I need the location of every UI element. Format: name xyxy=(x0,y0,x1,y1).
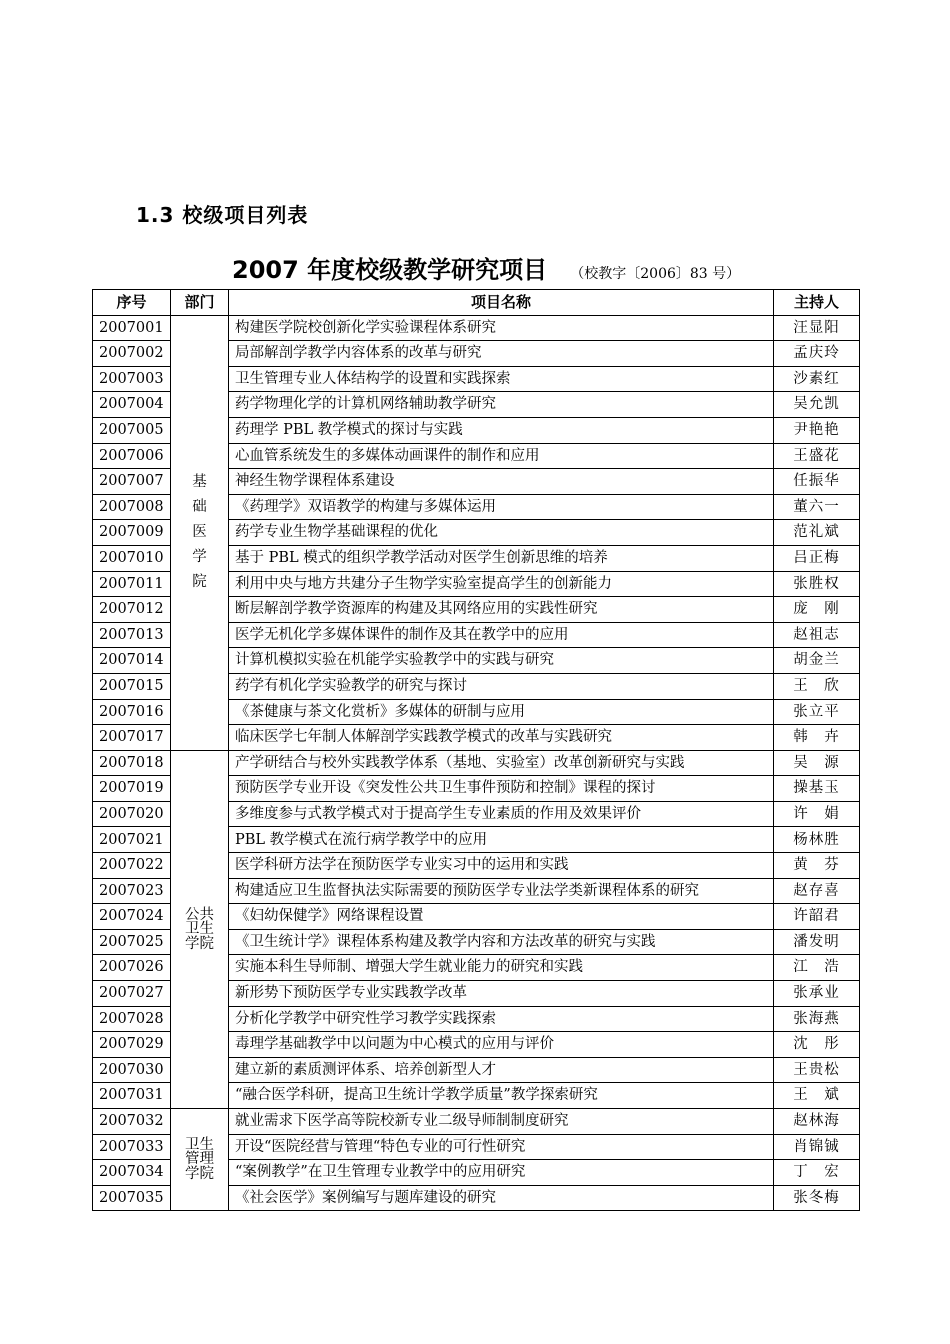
project-name-cell: 实施本科生导师制、增强大学生就业能力的研究和实践 xyxy=(229,955,774,981)
project-leader-cell: 胡金兰 xyxy=(774,648,860,674)
project-name-cell: 新形势下预防医学专业实践教学改革 xyxy=(229,981,774,1007)
project-leader-cell: 尹艳艳 xyxy=(774,417,860,443)
project-id-cell: 2007013 xyxy=(93,622,171,648)
project-name-cell: 药学专业生物学基础课程的优化 xyxy=(229,520,774,546)
project-leader-cell: 王盛花 xyxy=(774,443,860,469)
department-label-part: 卫生 xyxy=(185,921,214,938)
header-dept: 部门 xyxy=(171,290,229,316)
project-name-cell: 医学无机化学多媒体课件的制作及其在教学中的应用 xyxy=(229,622,774,648)
project-name-cell: 开设“医院经营与管理“特色专业的可行性研究 xyxy=(229,1134,774,1160)
project-name-cell: 药理学 PBL 教学模式的探讨与实践 xyxy=(229,417,774,443)
project-id-cell: 2007009 xyxy=(93,520,171,546)
projects-table xyxy=(92,289,860,1211)
project-id-cell: 2007034 xyxy=(93,1160,171,1186)
project-name-cell: 《妇幼保健学》网络课程设置 xyxy=(229,904,774,930)
project-name-cell: 医学科研方法学在预防医学专业实习中的运用和实践 xyxy=(229,853,774,879)
project-id-cell: 2007017 xyxy=(93,725,171,751)
project-leader-cell: 操基玉 xyxy=(774,776,860,802)
project-name-cell: 预防医学专业开设《突发性公共卫生事件预防和控制》课程的探讨 xyxy=(229,776,774,802)
project-leader-cell: 吕正梅 xyxy=(774,545,860,571)
project-id-cell: 2007024 xyxy=(93,904,171,930)
project-id-cell: 2007022 xyxy=(93,853,171,879)
project-id-cell: 2007027 xyxy=(93,981,171,1007)
department-label-part: 基 xyxy=(192,474,207,491)
project-name-cell: 基于 PBL 模式的组织学教学活动对医学生创新思维的培养 xyxy=(229,545,774,571)
project-name-cell: 计算机模拟实验在机能学实验教学中的实践与研究 xyxy=(229,648,774,674)
project-id-cell: 2007006 xyxy=(93,443,171,469)
project-id-cell: 2007015 xyxy=(93,673,171,699)
project-leader-cell: 江 浩 xyxy=(774,955,860,981)
project-name-cell: 《社会医学》案例编写与题库建设的研究 xyxy=(229,1185,774,1211)
project-leader-cell: 范礼斌 xyxy=(774,520,860,546)
project-leader-cell: 韩 卉 xyxy=(774,725,860,751)
project-id-cell: 2007011 xyxy=(93,571,171,597)
project-id-cell: 2007021 xyxy=(93,827,171,853)
department-label-part: 医 xyxy=(192,524,207,541)
project-id-cell: 2007028 xyxy=(93,1006,171,1032)
project-name-cell: 《茶健康与茶文化赏析》多媒体的研制与应用 xyxy=(229,699,774,725)
department-label-part: 础 xyxy=(192,499,207,516)
table-body xyxy=(93,315,860,1211)
table-row xyxy=(93,1109,860,1135)
project-leader-cell: 赵存喜 xyxy=(774,878,860,904)
project-id-cell: 2007018 xyxy=(93,750,171,776)
project-id-cell: 2007005 xyxy=(93,417,171,443)
project-id-cell: 2007003 xyxy=(93,366,171,392)
project-id-cell: 2007025 xyxy=(93,929,171,955)
project-name-cell: 多维度参与式教学模式对于提高学生专业素质的作用及效果评价 xyxy=(229,801,774,827)
table-header-row xyxy=(93,290,860,316)
project-leader-cell: 黄 芬 xyxy=(774,853,860,879)
project-name-cell: 产学研结合与校外实践教学体系（基地、实验室）改革创新研究与实践 xyxy=(229,750,774,776)
project-name-cell: “案例教学”在卫生管理专业教学中的应用研究 xyxy=(229,1160,774,1186)
department-label-part: 院 xyxy=(192,574,207,591)
project-name-cell: 神经生物学课程体系建设 xyxy=(229,469,774,495)
project-id-cell: 2007020 xyxy=(93,801,171,827)
document-title: 2007 年度校级教学研究项目 xyxy=(232,256,548,284)
header-leader: 主持人 xyxy=(774,290,860,316)
project-id-cell: 2007007 xyxy=(93,469,171,495)
project-id-cell: 2007014 xyxy=(93,648,171,674)
project-name-cell: 局部解剖学教学内容体系的改革与研究 xyxy=(229,341,774,367)
department-label-part: 管理 xyxy=(185,1151,214,1168)
project-leader-cell: 许 娟 xyxy=(774,801,860,827)
document-title-block xyxy=(232,250,740,285)
document-reference: （校教字〔2006〕83 号） xyxy=(570,266,741,282)
project-name-cell: 药学有机化学实验教学的研究与探讨 xyxy=(229,673,774,699)
project-id-cell: 2007012 xyxy=(93,597,171,623)
project-leader-cell: 任振华 xyxy=(774,469,860,495)
project-name-cell: 毒理学基础教学中以问题为中心模式的应用与评价 xyxy=(229,1032,774,1058)
project-name-cell: 利用中央与地方共建分子生物学实验室提高学生的创新能力 xyxy=(229,571,774,597)
project-name-cell: 药学物理化学的计算机网络辅助教学研究 xyxy=(229,392,774,418)
department-cell xyxy=(171,750,229,1108)
table-row xyxy=(93,750,860,776)
project-leader-cell: 王 欣 xyxy=(774,673,860,699)
project-leader-cell: 沙素红 xyxy=(774,366,860,392)
project-name-cell: 卫生管理专业人体结构学的设置和实践探索 xyxy=(229,366,774,392)
department-label-part: 学院 xyxy=(185,1165,214,1182)
project-leader-cell: 肖锦铖 xyxy=(774,1134,860,1160)
project-name-cell: 临床医学七年制人体解剖学实践教学模式的改革与实践研究 xyxy=(229,725,774,751)
project-id-cell: 2007033 xyxy=(93,1134,171,1160)
project-leader-cell: 王 斌 xyxy=(774,1083,860,1109)
project-id-cell: 2007002 xyxy=(93,341,171,367)
department-label-part: 学 xyxy=(192,549,207,566)
project-leader-cell: 董六一 xyxy=(774,494,860,520)
project-leader-cell: 沈 彤 xyxy=(774,1032,860,1058)
project-name-cell: 构建适应卫生监督执法实际需要的预防医学专业法学类新课程体系的研究 xyxy=(229,878,774,904)
project-id-cell: 2007029 xyxy=(93,1032,171,1058)
project-leader-cell: 丁 宏 xyxy=(774,1160,860,1186)
project-name-cell: 心血管系统发生的多媒体动画课件的制作和应用 xyxy=(229,443,774,469)
project-leader-cell: 潘发明 xyxy=(774,929,860,955)
project-leader-cell: 庞 刚 xyxy=(774,597,860,623)
project-name-cell: “融合医学科研，提高卫生统计学教学质量”教学探索研究 xyxy=(229,1083,774,1109)
section-heading: 1.3 校级项目列表 xyxy=(136,203,309,227)
table-row xyxy=(93,315,860,341)
project-id-cell: 2007031 xyxy=(93,1083,171,1109)
project-name-cell: 《卫生统计学》课程体系构建及教学内容和方法改革的研究与实践 xyxy=(229,929,774,955)
department-cell xyxy=(171,1109,229,1211)
project-id-cell: 2007008 xyxy=(93,494,171,520)
project-leader-cell: 张胜权 xyxy=(774,571,860,597)
project-id-cell: 2007032 xyxy=(93,1109,171,1135)
project-leader-cell: 张冬梅 xyxy=(774,1185,860,1211)
project-id-cell: 2007026 xyxy=(93,955,171,981)
project-leader-cell: 汪显阳 xyxy=(774,315,860,341)
department-cell xyxy=(171,315,229,750)
department-label-part: 卫生 xyxy=(185,1136,214,1153)
department-label-part: 学院 xyxy=(185,935,214,952)
project-id-cell: 2007016 xyxy=(93,699,171,725)
project-leader-cell: 赵林海 xyxy=(774,1109,860,1135)
project-leader-cell: 吴 源 xyxy=(774,750,860,776)
header-name: 项目名称 xyxy=(229,290,774,316)
project-id-cell: 2007004 xyxy=(93,392,171,418)
project-id-cell: 2007019 xyxy=(93,776,171,802)
project-leader-cell: 杨林胜 xyxy=(774,827,860,853)
project-leader-cell: 张承业 xyxy=(774,981,860,1007)
project-id-cell: 2007001 xyxy=(93,315,171,341)
project-leader-cell: 张海燕 xyxy=(774,1006,860,1032)
project-leader-cell: 孟庆玲 xyxy=(774,341,860,367)
project-leader-cell: 张立平 xyxy=(774,699,860,725)
project-id-cell: 2007030 xyxy=(93,1057,171,1083)
project-leader-cell: 吴允凯 xyxy=(774,392,860,418)
project-name-cell: 就业需求下医学高等院校新专业二级导师制制度研究 xyxy=(229,1109,774,1135)
project-name-cell: 断层解剖学教学资源库的构建及其网络应用的实践性研究 xyxy=(229,597,774,623)
project-name-cell: 《药理学》双语教学的构建与多媒体运用 xyxy=(229,494,774,520)
project-name-cell: PBL 教学模式在流行病学教学中的应用 xyxy=(229,827,774,853)
project-leader-cell: 王贵松 xyxy=(774,1057,860,1083)
department-label-part: 公共 xyxy=(185,906,214,923)
project-leader-cell: 许韶君 xyxy=(774,904,860,930)
project-leader-cell: 赵祖志 xyxy=(774,622,860,648)
project-id-cell: 2007010 xyxy=(93,545,171,571)
project-name-cell: 建立新的素质测评体系、培养创新型人才 xyxy=(229,1057,774,1083)
project-id-cell: 2007023 xyxy=(93,878,171,904)
project-name-cell: 分析化学教学中研究性学习教学实践探索 xyxy=(229,1006,774,1032)
project-id-cell: 2007035 xyxy=(93,1185,171,1211)
header-id: 序号 xyxy=(93,290,171,316)
project-name-cell: 构建医学院校创新化学实验课程体系研究 xyxy=(229,315,774,341)
